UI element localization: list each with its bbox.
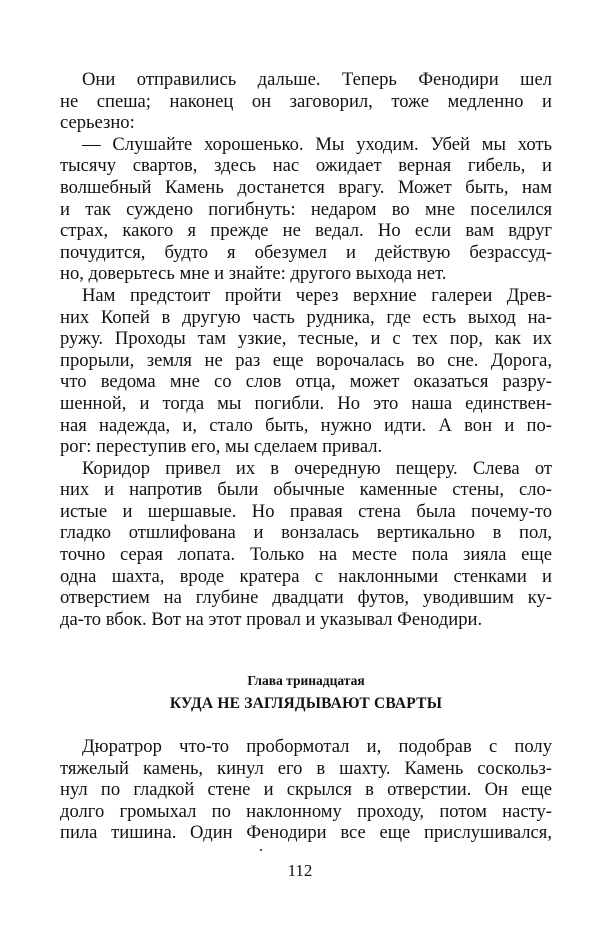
text-line: рог: переступив его, мы сделаем привал. (60, 436, 383, 458)
text-line: них Копей в другую часть рудника, где есть выход на- (60, 306, 552, 328)
text-line: тысячу свартов, здесь нас ожидает верная гибель, и (60, 155, 552, 177)
text-line: тяжелый камень, кинул его в шахту. Камень соскольз- (60, 757, 552, 779)
text-line: серьезно: (60, 112, 135, 134)
print-speck (260, 849, 262, 851)
text-line: прорыли, земля не раз еще ворочалась во сне. Дорога, (60, 349, 552, 371)
text-line: шенной, и тогда мы погибли. Но это наша единствен- (60, 392, 552, 414)
text-line: одна шахта, вроде кратера с наклонными стенками и (60, 565, 552, 587)
text-line: долго громыхал по наклонному проходу, потом насту- (60, 800, 552, 822)
text-line: них и напротив были обычные каменные стены, сло- (60, 479, 552, 501)
text-line: Коридор привел их в очередную пещеру. Слева от (82, 457, 552, 479)
text-line: пила тишина. Один Фенодири все еще прислушивался, (60, 822, 552, 844)
text-line: и так суждено погибнуть: недаром во мне поселился (60, 198, 552, 220)
text-line: — Слушайте хорошенько. Мы уходим. Убей мы хоть (82, 133, 552, 155)
body-text-bottom (60, 736, 552, 844)
text-line: страх, какого я прежде не ведал. Но если вам вдруг (60, 220, 552, 242)
text-line: волшебный Камень достанется врагу. Может быть, нам (60, 176, 552, 198)
text-line: Нам предстоит пройти через верхние галереи Древ- (82, 284, 552, 306)
page-number: 112 (287, 861, 313, 880)
text-line: Они отправились дальше. Теперь Фенодири шел (82, 69, 552, 90)
body-text-top (60, 69, 552, 630)
text-line: но, доверьтесь мне и знайте: другого выхода нет. (60, 263, 447, 285)
chapter-number: Глава тринадцатая (247, 673, 365, 688)
text-line: нул по гладкой стене и скрылся в отверстии. Он еще (60, 779, 552, 801)
text-line: отверстием на глубине двадцати футов, уводившим ку- (60, 587, 552, 609)
text-line: ружу. Проходы там узкие, тесные, и с тех пор, как их (60, 328, 552, 350)
text-line: да-то вбок. Вот на этот провал и указывал Фенодири. (60, 608, 483, 630)
text-line: ная надежда, и, стало быть, нужно идти. А вон и по- (60, 414, 552, 436)
text-line: не спеша; наконец он заговорил, тоже медленно и (60, 90, 552, 112)
text-line: почудится, будто я обезумел и действую безрассуд- (60, 241, 552, 263)
text-line: Дюратрор что-то пробормотал и, подобрав с полу (82, 736, 552, 757)
chapter-title: КУДА НЕ ЗАГЛЯДЫВАЮТ СВАРТЫ (169, 695, 443, 712)
text-line: что ведома мне со слов отца, может оказаться разру- (60, 371, 552, 393)
text-line: точно серая лопата. Только на месте пола зияла еще (60, 544, 552, 566)
text-line: гладко отшлифована и вонзалась вертикально в пол, (60, 522, 552, 544)
text-line: истые и шершавые. Но правая стена была почему-то (60, 500, 552, 522)
